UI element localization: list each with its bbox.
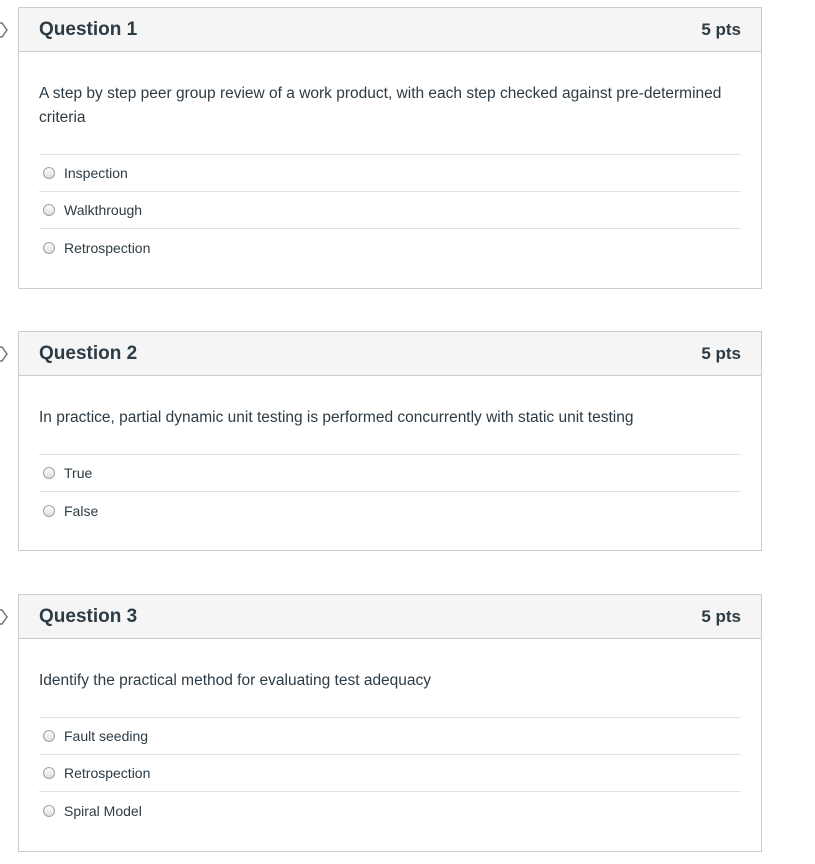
- answer-option[interactable]: [39, 455, 741, 492]
- flag-question-icon[interactable]: [0, 22, 8, 38]
- answer-option[interactable]: [39, 229, 741, 266]
- answer-list: [39, 454, 741, 529]
- radio-button[interactable]: [43, 467, 55, 479]
- radio-button[interactable]: [43, 730, 55, 742]
- flag-question-icon[interactable]: [0, 346, 8, 362]
- answer-option[interactable]: [39, 792, 741, 829]
- radio-button[interactable]: [43, 167, 55, 179]
- question-card-3: [18, 594, 762, 852]
- radio-button[interactable]: [43, 204, 55, 216]
- answer-label: Retrospection: [64, 239, 151, 256]
- question-body: [19, 52, 761, 290]
- question-text: A step by step peer group review of a work product, with each step checked against pre-determined criteria: [39, 85, 722, 126]
- answer-option[interactable]: [39, 755, 741, 792]
- answer-label: False: [64, 502, 99, 519]
- answer-label: True: [64, 465, 93, 481]
- question-title: Question 2: [39, 342, 138, 364]
- question-points: 5 pts: [701, 606, 741, 626]
- answer-label: Walkthrough: [64, 202, 143, 218]
- radio-button[interactable]: [43, 805, 55, 817]
- question-body: [19, 639, 761, 853]
- answer-option[interactable]: [39, 155, 741, 192]
- question-header: [19, 8, 761, 52]
- question-title: Question 1: [39, 18, 138, 40]
- answer-label: Retrospection: [64, 765, 151, 781]
- question-text: Identify the practical method for evaluating test adequacy: [39, 672, 432, 689]
- radio-button[interactable]: [43, 242, 55, 254]
- radio-button[interactable]: [43, 767, 55, 779]
- question-title: Question 3: [39, 605, 138, 627]
- radio-button[interactable]: [43, 505, 55, 517]
- question-points: 5 pts: [701, 19, 741, 39]
- question-body: [19, 376, 761, 553]
- question-text: In practice, partial dynamic unit testing is performed concurrently with static unit testing: [39, 409, 634, 426]
- question-card-1: [18, 7, 762, 289]
- flag-question-icon[interactable]: [0, 609, 8, 625]
- question-header: [19, 595, 761, 639]
- answer-option[interactable]: [39, 718, 741, 755]
- question-card-2: [18, 331, 762, 551]
- question-points: 5 pts: [701, 343, 741, 363]
- answer-label: Inspection: [64, 165, 128, 181]
- answer-option[interactable]: [39, 492, 741, 529]
- answer-list: [39, 717, 741, 829]
- question-header: [19, 332, 761, 376]
- answer-label: Spiral Model: [64, 802, 142, 819]
- answer-label: Fault seeding: [64, 728, 149, 744]
- answer-option[interactable]: [39, 192, 741, 229]
- answer-list: [39, 154, 741, 266]
